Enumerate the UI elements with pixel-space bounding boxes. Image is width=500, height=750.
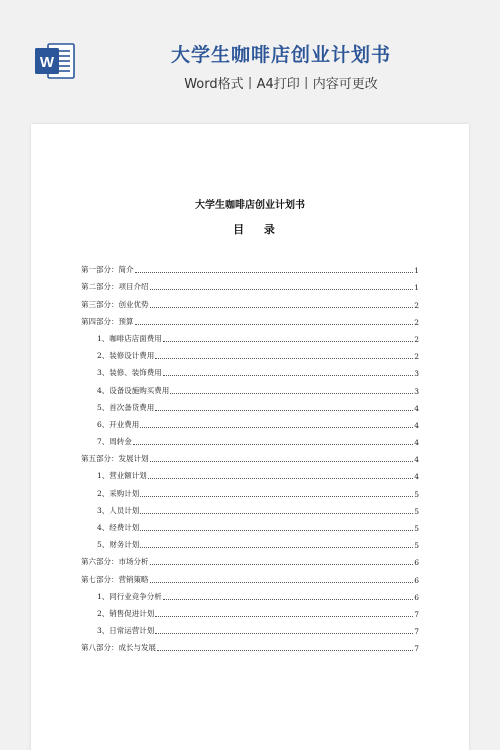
- toc-entry-label: 2、装修设计费用: [97, 351, 155, 361]
- toc-leader-dots: [140, 547, 413, 548]
- toc-entry-page: 2: [414, 352, 419, 362]
- toc-entry[interactable]: [81, 533, 419, 550]
- toc-entry[interactable]: [81, 413, 419, 430]
- toc-leader-dots: [150, 289, 414, 290]
- toc-entry-label: 第六部分：市场分析: [81, 557, 149, 567]
- toc-leader-dots: [140, 496, 413, 497]
- toc-leader-dots: [148, 478, 413, 479]
- toc-entry-page: 2: [414, 300, 419, 310]
- toc-entry-page: 2: [414, 317, 419, 327]
- toc-leader-dots: [170, 393, 413, 394]
- toc-entry-page: 7: [414, 609, 419, 619]
- table-of-contents: [81, 258, 419, 653]
- svg-text:W: W: [39, 54, 55, 71]
- toc-entry-label: 6、开业费用: [97, 419, 140, 429]
- toc-entry[interactable]: [81, 602, 419, 619]
- toc-entry-label: 1、同行业竞争分析: [97, 591, 162, 601]
- toc-entry[interactable]: [81, 430, 419, 447]
- toc-entry-label: 第五部分：发展计划: [81, 454, 149, 464]
- toc-leader-dots: [163, 341, 413, 342]
- toc-entry-label: 2、采购计划: [97, 488, 140, 498]
- toc-entry-label: 第八部分：成长与发展: [81, 643, 156, 653]
- toc-entry[interactable]: [81, 396, 419, 413]
- toc-entry-page: 6: [414, 558, 419, 568]
- toc-entry[interactable]: [81, 275, 419, 292]
- toc-entry-label: 第二部分：项目介绍: [81, 282, 149, 292]
- page-title: 大学生咖啡店创业计划书: [170, 44, 391, 66]
- header: [0, 0, 500, 112]
- toc-leader-dots: [135, 324, 414, 325]
- toc-leader-dots: [135, 272, 414, 273]
- toc-leader-dots: [150, 307, 414, 308]
- toc-entry[interactable]: [81, 292, 419, 309]
- toc-entry[interactable]: [81, 464, 419, 481]
- toc-entry[interactable]: [81, 361, 419, 378]
- toc-entry-label: 5、首次备货费用: [97, 402, 155, 412]
- toc-entry-label: 4、经费计划: [97, 523, 140, 532]
- toc-entry-label: 3、装修、装饰费用: [97, 368, 162, 378]
- toc-entry[interactable]: [81, 499, 419, 516]
- toc-entry-label: 1、营业额计划: [97, 471, 147, 481]
- toc-entry-page: 7: [414, 644, 419, 654]
- toc-entry-page: 1: [414, 266, 419, 276]
- toc-entry-label: 第七部分：营销策略: [81, 574, 149, 584]
- toc-leader-dots: [155, 358, 413, 359]
- word-icon: [34, 41, 76, 81]
- toc-heading: 目 录: [233, 223, 283, 236]
- toc-leader-dots: [150, 564, 414, 565]
- toc-leader-dots: [133, 444, 413, 445]
- toc-entry-label: 3、人员计划: [97, 505, 140, 515]
- toc-entry-page: 4: [414, 403, 419, 413]
- toc-entry[interactable]: [81, 585, 419, 602]
- toc-entry[interactable]: [81, 447, 419, 464]
- toc-entry[interactable]: [81, 344, 419, 361]
- toc-entry-page: 5: [414, 524, 419, 533]
- toc-leader-dots: [140, 530, 413, 531]
- toc-leader-dots: [163, 375, 413, 376]
- toc-entry[interactable]: [81, 310, 419, 327]
- toc-entry-label: 1、咖啡店店面费用: [97, 333, 162, 343]
- toc-entry[interactable]: [81, 550, 419, 567]
- toc-entry[interactable]: [81, 516, 419, 533]
- toc-entry-label: 7、周转金: [97, 437, 132, 447]
- toc-entry-page: 4: [414, 472, 419, 482]
- toc-leader-dots: [157, 650, 413, 651]
- toc-entry-page: 1: [414, 283, 419, 293]
- toc-entry-page: 4: [414, 438, 419, 448]
- toc-entry[interactable]: [81, 378, 419, 395]
- toc-entry-page: 4: [414, 455, 419, 465]
- toc-entry-label: 4、设备设施购买费用: [97, 385, 170, 395]
- toc-entry[interactable]: [81, 327, 419, 344]
- toc-leader-dots: [155, 633, 413, 634]
- toc-entry-page: 3: [414, 386, 419, 396]
- toc-entry-label: 3、日常运营计划: [97, 626, 155, 636]
- toc-entry-page: 2: [414, 334, 419, 344]
- toc-leader-dots: [140, 513, 413, 514]
- document-page: [31, 124, 469, 750]
- toc-entry-page: 6: [414, 592, 419, 602]
- toc-leader-dots: [155, 410, 413, 411]
- toc-leader-dots: [163, 599, 413, 600]
- toc-entry-page: 5: [414, 506, 419, 516]
- toc-leader-dots: [150, 582, 414, 583]
- toc-entry-page: 3: [414, 369, 419, 379]
- toc-entry-page: 5: [414, 541, 419, 551]
- toc-entry-label: 第三部分：创业优势: [81, 299, 149, 309]
- toc-leader-dots: [155, 616, 413, 617]
- toc-entry-page: 4: [414, 420, 419, 430]
- toc-leader-dots: [150, 461, 414, 462]
- document-title: 大学生咖啡店创业计划书: [195, 200, 305, 211]
- toc-entry-page: 5: [414, 489, 419, 499]
- toc-entry-label: 2、销售促进计划: [97, 608, 155, 618]
- toc-leader-dots: [140, 427, 413, 428]
- toc-entry-page: 6: [414, 575, 419, 585]
- toc-entry[interactable]: [81, 258, 419, 275]
- toc-entry-label: 第四部分：预算: [81, 316, 134, 326]
- toc-entry[interactable]: [81, 636, 419, 653]
- toc-entry[interactable]: [81, 619, 419, 636]
- toc-entry-page: 7: [414, 627, 419, 637]
- toc-entry-label: 5、财务计划: [97, 540, 140, 550]
- page-subtitle: Word格式丨A4打印丨内容可更改: [184, 77, 378, 92]
- toc-entry-label: 第一部分：简介: [81, 265, 134, 275]
- toc-entry[interactable]: [81, 481, 419, 498]
- toc-entry[interactable]: [81, 567, 419, 584]
